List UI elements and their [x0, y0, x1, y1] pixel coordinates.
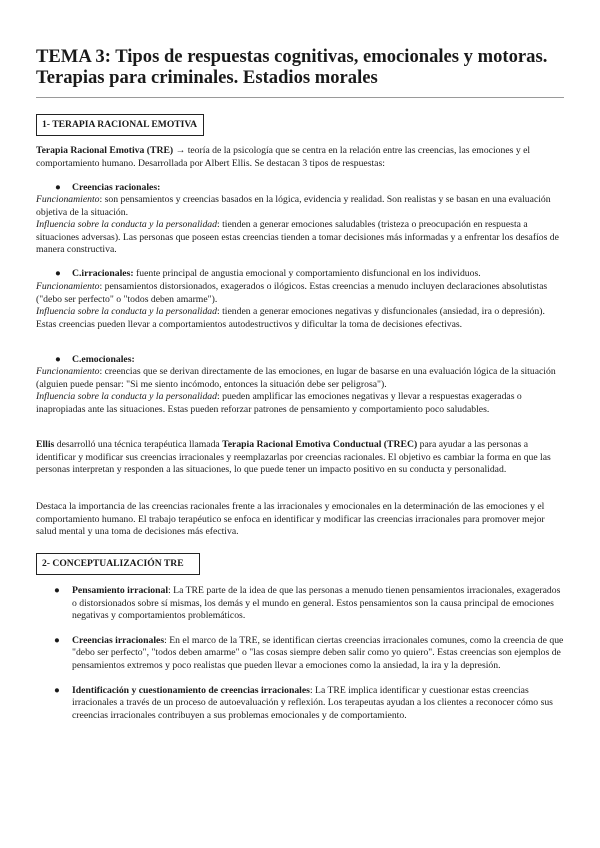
closing-paragraph: Destaca la importancia de las creencias racionales frente a las irracionales y emocionales en la determinación de las emociones y el comportamiento humano. El trabajo terapéutico se enfoca en identificar y modificar las creencias irracionales para promover mejor salud mental y una toma de decisiones más efectiva. [36, 501, 545, 538]
title-divider [36, 97, 564, 98]
ellis-paragraph: Ellis desarrolló una técnica terapéutica llamada Terapia Racional Emotiva Conductual (TREC) para ayudar a las personas a identificar y modificar sus creencias irracionales y reemplazarlas por creencias racionales. El objetivo es cambiar la forma en que las personas interpretan y responden a las situaciones, lo que puede tener un impacto positivo en su conducta y personalidad. [36, 439, 551, 476]
bullet-rational-function: Funcionamiento: son pensamientos y creencias basados en la lógica, evidencia y realidad. Son realistas y se basan en una evaluación objetiva de la situación. [36, 194, 551, 218]
conceptualization-list [52, 585, 564, 722]
bullet-label: Creencias racionales: [72, 182, 161, 193]
bullet-irrational-influence: Influencia sobre la conducta y la personalidad: tienden a generar emociones negativas y disfuncionales (ansiedad, ira o depresión). Estas creencias pueden llevar a comportamientos autodestructivos y dificultar la toma de decisiones efectivas. [36, 306, 545, 330]
bullet-dot-icon: ● [55, 268, 61, 279]
list-item: ● Identificación y cuestionamiento de creencias irracionales: La TRE implica identificar y cuestionar estas creencias irracionales a través de un proceso de autoevaluación y reflexión. Los terapeutas ayudan a los clientes a reconocer cómo sus creencias irracionales contribuyen a sus problemas emocionales y de comportamiento. [54, 684, 553, 721]
bullet-irrational-heading: ● C.irracionales: fuente principal de angustia emocional y comportamiento disfuncional en los individuos. [55, 268, 481, 279]
intro-text: → teoría de la psicología que se centra en la relación entre las creencias, las emociones y el comportamiento humano. Desarrollada por Albert Ellis. Se destacan 3 tipos de respuestas: [36, 145, 531, 169]
bullet-label: C.emocionales: [72, 354, 135, 365]
bullet-dot-icon: ● [54, 684, 60, 696]
bullet-dot-icon: ● [54, 585, 60, 596]
bullet-irrational-function: Funcionamiento: pensamientos distorsionados, exagerados o ilógicos. Estas creencias a menudo incluyen declaraciones absolutistas ("debo ser perfecto" o "todos deben amarme"). [36, 281, 548, 305]
list-item: ● Creencias irracionales: En el marco de la TRE, se identifican ciertas creencias irracionales comunes, como la creencia de que "debo ser perfecto", "todos deben amarme" o "las cosas siempre deben salir como yo quiero". Estas creencias son ejemplos de pensamientos extremos y poco realistas que pueden llevar a emociones como la ansiedad, la ira y la depresión. [54, 634, 564, 671]
bullet-dot-icon: ● [54, 634, 60, 646]
section-2-heading: 2- CONCEPTUALIZACIÓN TRE [36, 553, 200, 575]
intro-paragraph [36, 145, 564, 170]
bullet-dot-icon: ● [55, 354, 61, 365]
bullet-rational-heading [55, 182, 160, 195]
bullet-emotional-function: Funcionamiento: creencias que se derivan directamente de las emociones, en lugar de basarse en una evaluación lógica de la situación (alguien puede pensar: "Si me siento incómodo, entonces la situación debe ser peligrosa"). [36, 366, 556, 390]
bullet-dot-icon: ● [55, 182, 61, 193]
bullet-emotional-heading [55, 354, 135, 367]
intro-term: Terapia Racional Emotiva (TRE) [36, 145, 174, 156]
bullet-label: C.irracionales: [72, 268, 134, 279]
list-item: ● Pensamiento irracional: La TRE parte de la idea de que las personas a menudo tienen pensamientos irracionales, exagerados o distorsionados sobre sí mismas, los demás y el mundo en general. Estos pensamientos son la causa principal de emociones negativas y comportamientos problemáticos. [54, 585, 561, 622]
bullet-rational-influence: Influencia sobre la conducta y la personalidad: tienden a generar emociones saludables (tristeza o preocupación en respuesta a situaciones adversas). Las personas que poseen estas creencias tienden a tomar decisiones más informadas y a enfrentar los desafíos de manera constructiva. [36, 219, 559, 256]
section-1-heading: 1- TERAPIA RACIONAL EMOTIVA [36, 114, 204, 136]
bullet-emotional-influence: Influencia sobre la conducta y la personalidad: pueden amplificar las emociones negativas y llevar a respuestas exageradas o inapropiadas ante las situaciones. Estas pueden reforzar patrones de pensamiento y comportamiento poco saludables. [36, 391, 522, 415]
page-title: TEMA 3: Tipos de respuestas cognitivas, emocionales y motoras. Terapias para criminales. Estadios morales [36, 46, 548, 88]
